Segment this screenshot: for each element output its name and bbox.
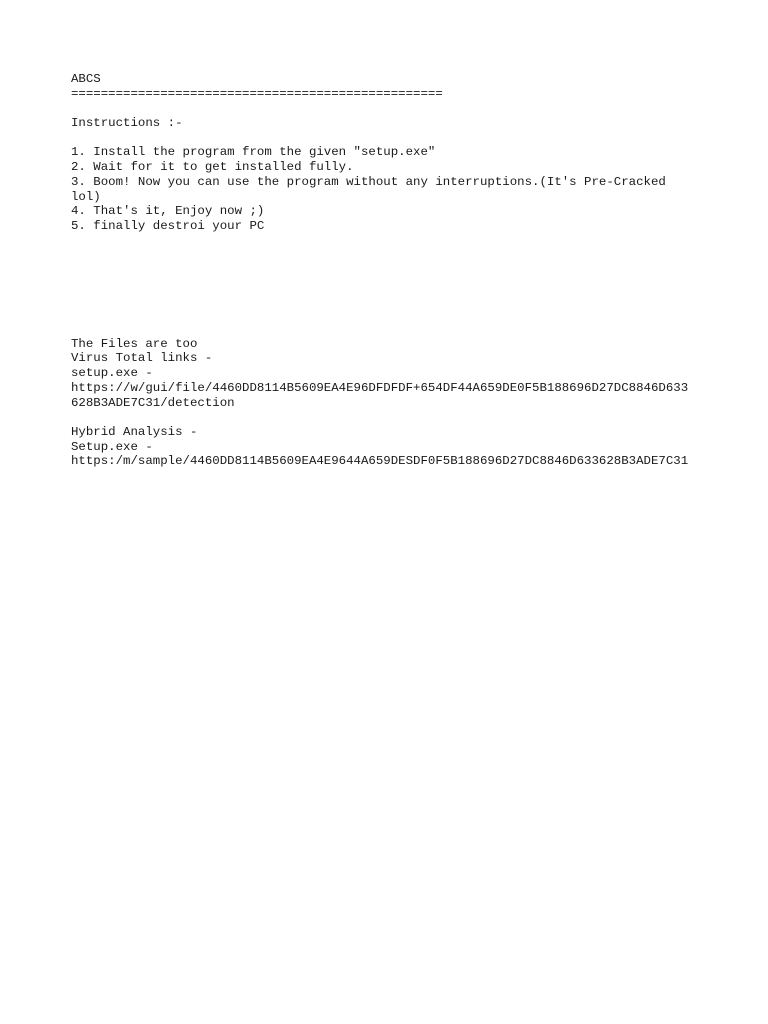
spacer xyxy=(71,101,711,116)
title-underline: ================================================== xyxy=(71,86,443,101)
instruction-step-4: 4. That's it, Enjoy now ;) xyxy=(71,204,265,219)
files-note: The Files are too xyxy=(71,336,198,351)
instruction-step-5: 5. finally destroi your PC xyxy=(71,219,265,233)
instruction-step-1: 1. Install the program from the given "setup.exe" xyxy=(71,145,436,160)
spacer xyxy=(71,131,711,146)
hybrid-analysis-heading: Hybrid Analysis - xyxy=(71,424,198,439)
instruction-step-3-continued: lol) xyxy=(71,189,101,204)
virus-total-heading: Virus Total links - xyxy=(71,351,213,366)
hybrid-analysis-file-label: Setup.exe - xyxy=(71,439,153,454)
virus-total-url-line-2: 628B3ADE7C31/detection xyxy=(71,395,235,410)
document-page xyxy=(71,72,711,469)
hybrid-analysis-url: https:/m/sample/4460DD8114B5609EA4E9644A659DESDF0F5B188696D27DC8846D633628B3ADE7C31 xyxy=(71,454,689,469)
instruction-step-3: 3. Boom! Now you can use the program without any interruptions.(It's Pre-Cracked xyxy=(71,174,666,189)
virus-total-url-line-1: https://w/gui/file/4460DD8114B5609EA4E96DFDFDF+654DF44A659DE0F5B188696D27DC8846D633 xyxy=(71,380,689,395)
instruction-step-2: 2. Wait for it to get installed fully. xyxy=(71,160,354,175)
spacer xyxy=(71,234,711,337)
virus-total-file-label: setup.exe - xyxy=(71,366,153,381)
spacer xyxy=(71,410,711,425)
instructions-heading: Instructions :- xyxy=(71,116,183,131)
document-title: ABCS xyxy=(71,72,101,86)
